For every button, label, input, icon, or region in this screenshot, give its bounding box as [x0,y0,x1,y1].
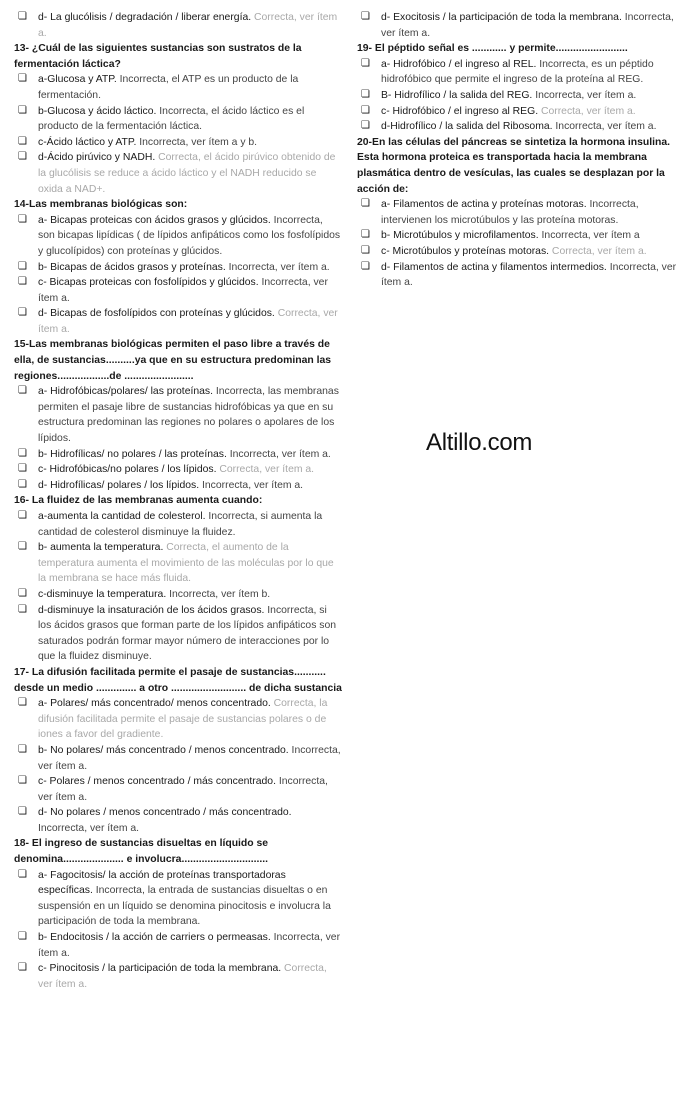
feedback-incorrect: Incorrecta, ver ítem a. [381,12,674,39]
answer-option [14,260,342,276]
answer-option [14,275,342,306]
checkbox-icon [18,463,27,474]
feedback-incorrect: Incorrecta, las membranas permiten el pasaje libre de sustancias hidrofóbicas ya que en su estructura predominan las regiones no polares o apolares de los lípidos. [38,386,339,445]
option-text: a- Polares/ más concentrado/ menos concentrado. [38,698,271,710]
option-text: c- Microtúbulos y proteínas motoras. [381,245,550,257]
answer-option [14,961,342,992]
checkbox-icon [18,697,27,708]
answer-option [14,72,342,103]
option-text: a-aumenta la cantidad de colesterol. [38,511,206,522]
question-text: 19- El péptido señal es ............ y permite......................... [357,43,628,55]
answer-option [14,540,342,587]
checkbox-icon [361,58,370,69]
option-text: d-disminuye la insaturación de los ácidos grasos. [38,604,265,616]
feedback-correct: Correcta, ver ítem a. [216,464,315,476]
answer-option [14,587,342,603]
checkbox-icon [361,245,370,256]
right-column [357,10,677,291]
option-text: d- No polares / menos concentrado / más concentrado. [38,807,292,819]
checkbox-icon [18,806,27,817]
feedback-incorrect: Incorrecta, ver ítem a. [225,261,330,273]
answer-option [14,603,342,665]
checkbox-icon [18,307,27,318]
feedback-incorrect: Incorrecta, ver ítem a [538,230,640,242]
option-text: a- Hidrofóbico / el ingreso al REL. [381,58,537,70]
checkbox-icon [18,105,27,116]
option-text: b-Glucosa y ácido láctico. [38,105,157,117]
feedback-correct: Correcta, la difusión facilitada permite el pasaje de sustancias polares o de iones a favor del gradiente. [38,698,328,741]
option-text: d- Bicapas de fosfolípidos con proteínas y glúcidos. [38,308,275,320]
checkbox-icon [18,11,27,22]
option-text: c- Pinocitosis / la participación de toda la membrana. [38,963,282,975]
answer-option [357,10,677,41]
feedback-correct: Correcta, el aumento de la temperatura aumenta el movimiento de las moléculas por lo que la membrana se hace más fluida. [38,542,334,585]
checkbox-icon [18,448,27,459]
answer-option [357,57,677,88]
checkbox-icon [18,869,27,880]
feedback-incorrect: Incorrecta, ver ítem a. [226,448,331,460]
answer-option [14,478,342,494]
feedback-incorrect: Incorrecta, la entrada de sustancias disueltas o en suspensión en un líquido se denomina pinocitosis e involucra la participación de toda la membrana. [38,885,331,928]
option-text: d- La glucólisis / degradación / liberar energía. [38,12,252,23]
answer-option [357,104,677,120]
feedback-incorrect: Incorrecta, ver ítem a. [381,261,677,289]
option-text: d-Ácido pirúvico y NADH. [38,152,156,164]
checkbox-icon [18,261,27,272]
checkbox-icon [18,744,27,755]
option-text: b- Microtúbulos y microfilamentos. [381,230,539,242]
feedback-incorrect: Incorrecta, ver ítem a. [532,89,637,101]
option-text: d- Hidrofílicas/ polares / los lípidos. [38,479,200,491]
option-text: c- Hidrofóbico / el ingreso al REG. [381,105,539,117]
feedback-incorrect: Incorrecta, ver ítem a. [199,479,304,491]
option-text: d- Exocitosis / la participación de toda la membrana. [381,12,622,23]
feedback-correct: Correcta, ver ítem a. [38,963,327,990]
answer-option [14,462,342,478]
answer-option [14,135,342,151]
answer-option [357,260,677,291]
answer-option [14,384,342,446]
feedback-incorrect: Incorrecta, ver ítem b. [166,588,271,600]
feedback-correct: Correcta, ver ítem a. [538,105,636,117]
checkbox-icon [18,136,27,147]
answer-option [14,213,342,260]
option-text: d-Hidrofílico / la salida del Ribosoma. [381,121,553,133]
checkbox-icon [18,510,27,521]
feedback-incorrect: Incorrecta, ver ítem a. [552,121,657,133]
answer-option [14,104,342,135]
feedback-incorrect: Incorrecta, ver ítem a. [38,776,328,803]
option-text: b- Bicapas de ácidos grasos y proteínas. [38,261,226,273]
checkbox-icon [18,588,27,599]
feedback-incorrect: Incorrecta, si los ácidos grasos que forman parte de los lípidos anfipáticos son saturados podrán formar mayor número de interacciones por lo que la fluidez disminuye. [38,604,337,663]
answer-option [14,447,342,463]
answer-option [14,774,342,805]
feedback-correct: Correcta, ver ítem a. [549,245,647,257]
feedback-incorrect: Incorrecta, el ácido láctico es el producto de la fermentación láctica. [38,105,305,133]
option-text: c-disminuye la temperatura. [38,588,167,600]
checkbox-icon [18,541,27,552]
checkbox-icon [361,120,370,131]
checkbox-icon [18,604,27,615]
answer-option [14,743,342,774]
checkbox-icon [361,105,370,116]
feedback-incorrect: Incorrecta, si aumenta la cantidad de colesterol disminuye la fluidez. [38,511,323,538]
question-text: 20-En las células del páncreas se sintetiza la hormona insulina. Esta hormona proteica es transportada hacia la membrana plasmática dentro de vesículas, las cuales se desplazan por la acción de: [357,136,670,195]
checkbox-icon [361,198,370,209]
option-text: b- aumenta la temperatura. [38,542,164,554]
checkbox-icon [361,11,370,22]
checkbox-icon [361,261,370,272]
feedback-incorrect: Incorrecta, ver ítem a. [38,744,341,772]
option-text: B- Hidrofílico / la salida del REG. [381,89,533,101]
option-text: c- Polares / menos concentrado / más concentrado. [38,776,276,788]
feedback-incorrect: Incorrecta, ver ítem a. [38,822,140,834]
answer-option [14,930,342,961]
answer-option [14,868,342,930]
question-text: 13- ¿Cuál de las siguientes sustancias son sustratos de la fermentación láctica? [14,43,302,70]
checkbox-icon [18,276,27,287]
feedback-correct: Correcta, ver ítem a. [38,308,338,335]
option-text: c- Hidrofóbicas/no polares / los lípidos. [38,464,217,476]
answer-option [357,197,677,228]
option-text: d- Filamentos de actina y filamentos intermedios. [381,261,607,273]
question-text: 16- La fluidez de las membranas aumenta cuando: [14,495,263,507]
answer-option [14,306,342,337]
answer-option [14,509,342,540]
feedback-correct: Correcta, ver ítem a. [38,12,338,39]
answer-option [14,150,342,197]
answer-option [357,119,677,135]
option-text: a- Bicapas proteicas con ácidos grasos y glúcidos. [38,214,271,226]
option-text: a- Filamentos de actina y proteínas motoras. [381,199,587,211]
answer-option [14,805,342,836]
answer-option [14,10,342,41]
checkbox-icon [18,151,27,162]
left-column [14,10,342,992]
option-text: a- Fagocitosis/ la acción de proteínas transportadoras específicas. [38,869,286,897]
feedback-incorrect: Incorrecta, ver ítem a y b. [136,136,258,148]
feedback-incorrect: Incorrecta, son bicapas lipídicas ( de lípidos anfipáticos como los fosfolípidos y glucolípidos) con proteínas y glúcidos. [38,214,341,257]
answer-option [357,228,677,244]
feedback-incorrect: Incorrecta, es un péptido hidrofóbico que permite el ingreso de la proteína al REG. [381,58,654,86]
checkbox-icon [18,962,27,973]
option-text: a-Glucosa y ATP. [38,74,117,86]
option-text: b- No polares/ más concentrado / menos concentrado. [38,744,289,756]
checkbox-icon [18,931,27,942]
feedback-incorrect: Incorrecta, ver ítem a. [38,932,341,959]
feedback-incorrect: Incorrecta, intervienen los microtúbulos y las proteína motoras. [381,199,639,226]
feedback-correct: Correcta, el ácido pirúvico obtenido de la glucólisis se reduce a ácido láctico y el NADH reducido se oxida a NAD+. [38,152,336,195]
option-text: c-Ácido láctico y ATP. [38,136,137,148]
checkbox-icon [18,479,27,490]
answer-option [357,88,677,104]
answer-option [357,244,677,260]
option-text: b- Hidrofílicas/ no polares / las proteínas. [38,448,227,460]
answer-option [14,696,342,743]
question-text: 14-Las membranas biológicas son: [14,199,188,211]
option-text: b- Endocitosis / la acción de carriers o permeasas. [38,932,271,944]
option-text: a- Hidrofóbicas/polares/ las proteínas. [38,386,213,398]
question-text: 15-Las membranas biológicas permiten el paso libre a través de ella, de sustancias..........ya que en su estructura predominan las regiones..................de ........................ [14,339,332,382]
question-text: 18- El ingreso de sustancias disueltas en líquido se denomina..................... e involucra.............................. [14,838,269,866]
checkbox-icon [18,214,27,225]
checkbox-icon [18,775,27,786]
checkbox-icon [18,73,27,84]
question-text: 17- La difusión facilitada permite el pasaje de sustancias........... desde un medio .............. a otro .......................... de dicha sustancia [14,666,342,694]
checkbox-icon [361,229,370,240]
checkbox-icon [18,385,27,396]
site-brand: Altillo.com [426,429,533,456]
feedback-incorrect: Incorrecta, el ATP es un producto de la fermentación. [38,74,299,101]
option-text: c- Bicapas proteicas con fosfolípidos y glúcidos. [38,277,259,289]
checkbox-icon [361,89,370,100]
feedback-incorrect: Incorrecta, ver ítem a. [38,277,328,304]
